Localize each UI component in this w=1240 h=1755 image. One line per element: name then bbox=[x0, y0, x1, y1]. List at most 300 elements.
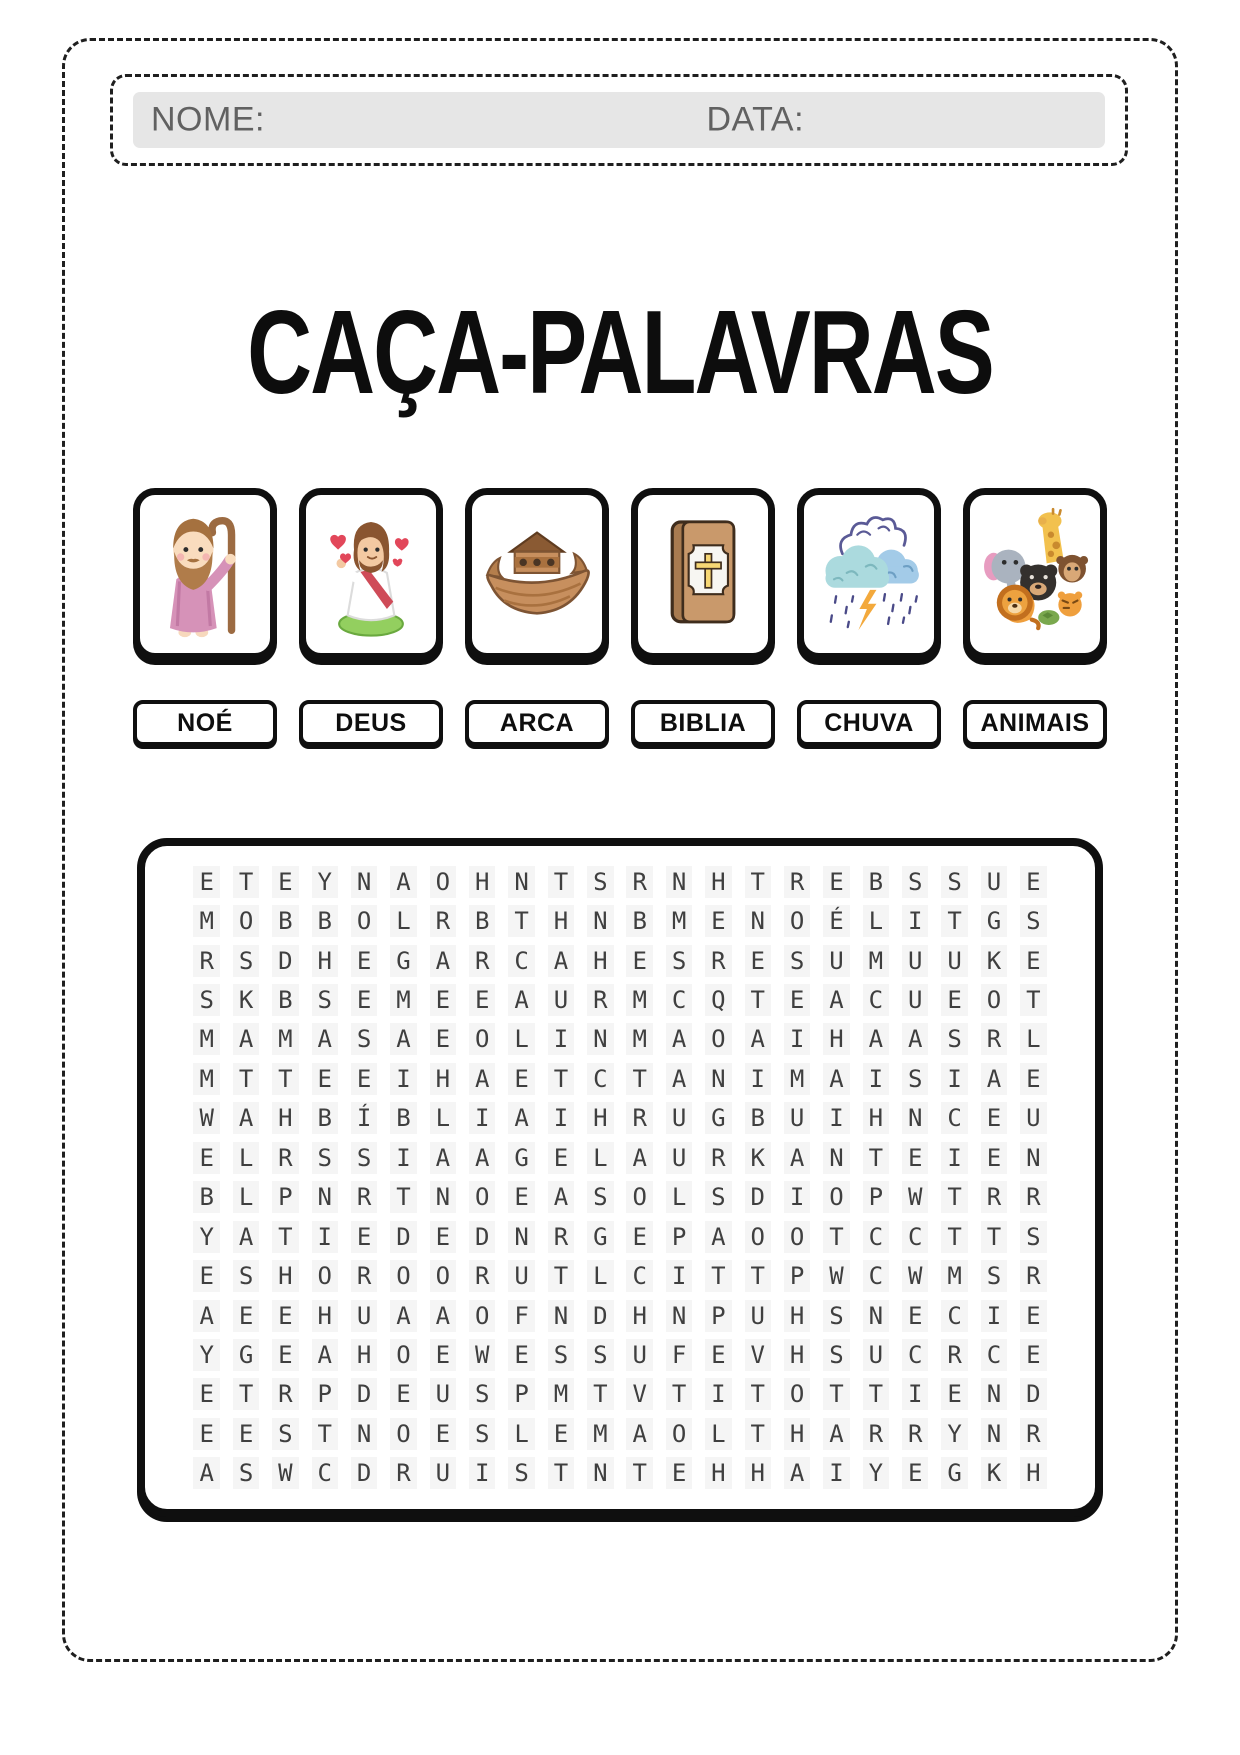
grid-cell-r1c10: T bbox=[541, 862, 580, 901]
grid-cell-r9c15: D bbox=[738, 1178, 777, 1217]
grid-cell-r10c18: C bbox=[856, 1217, 895, 1256]
grid-cell-r7c2: A bbox=[226, 1099, 265, 1138]
grid-cell-r5c11: N bbox=[581, 1020, 620, 1059]
grid-cell-r15c21: N bbox=[974, 1414, 1013, 1453]
grid-cell-r2c18: L bbox=[856, 901, 895, 940]
grid-cell-r4c18: C bbox=[856, 980, 895, 1019]
grid-cell-r12c12: H bbox=[620, 1296, 659, 1335]
grid-cell-r5c2: A bbox=[226, 1020, 265, 1059]
grid-cell-r14c14: I bbox=[699, 1375, 738, 1414]
grid-cell-r7c21: E bbox=[974, 1099, 1013, 1138]
grid-cell-r1c20: S bbox=[935, 862, 974, 901]
grid-cell-r16c11: N bbox=[581, 1454, 620, 1493]
grid-cell-r6c19: S bbox=[896, 1059, 935, 1098]
grid-cell-r11c14: T bbox=[699, 1256, 738, 1295]
grid-cell-r15c16: H bbox=[777, 1414, 816, 1453]
grid-cell-r8c13: U bbox=[659, 1138, 698, 1177]
grid-cell-r16c1: A bbox=[187, 1454, 226, 1493]
grid-cell-r8c16: A bbox=[777, 1138, 816, 1177]
grid-cell-r5c5: S bbox=[344, 1020, 383, 1059]
grid-cell-r2c12: B bbox=[620, 901, 659, 940]
grid-cell-r3c3: D bbox=[266, 941, 305, 980]
grid-cell-r6c2: T bbox=[226, 1059, 265, 1098]
grid-cell-r1c21: U bbox=[974, 862, 1013, 901]
grid-cell-r11c6: O bbox=[384, 1256, 423, 1295]
grid-cell-r3c4: H bbox=[305, 941, 344, 980]
grid-cell-r11c8: R bbox=[463, 1256, 502, 1295]
grid-cell-r10c11: G bbox=[581, 1217, 620, 1256]
grid-cell-r8c8: A bbox=[463, 1138, 502, 1177]
grid-cell-r6c12: T bbox=[620, 1059, 659, 1098]
grid-cell-r10c12: E bbox=[620, 1217, 659, 1256]
grid-cell-r13c1: Y bbox=[187, 1335, 226, 1374]
grid-cell-r2c6: L bbox=[384, 901, 423, 940]
grid-cell-r12c14: P bbox=[699, 1296, 738, 1335]
grid-cell-r15c3: S bbox=[266, 1414, 305, 1453]
grid-cell-r12c9: F bbox=[502, 1296, 541, 1335]
grid-cell-r3c9: C bbox=[502, 941, 541, 980]
grid-cell-r7c5: Í bbox=[344, 1099, 383, 1138]
grid-cell-r16c18: Y bbox=[856, 1454, 895, 1493]
grid-cell-r7c16: U bbox=[777, 1099, 816, 1138]
grid-cell-r10c15: O bbox=[738, 1217, 777, 1256]
card-biblia bbox=[631, 488, 775, 660]
grid-cell-r12c20: C bbox=[935, 1296, 974, 1335]
grid-cell-r4c17: A bbox=[817, 980, 856, 1019]
card-arca bbox=[465, 488, 609, 660]
grid-cell-r4c21: O bbox=[974, 980, 1013, 1019]
grid-cell-r2c2: O bbox=[226, 901, 265, 940]
grid-cell-r9c4: N bbox=[305, 1178, 344, 1217]
grid-cell-r6c3: T bbox=[266, 1059, 305, 1098]
grid-cell-r1c17: E bbox=[817, 862, 856, 901]
bible-icon bbox=[644, 505, 762, 643]
grid-cell-r6c22: E bbox=[1014, 1059, 1053, 1098]
card-chuva bbox=[797, 488, 941, 660]
word-label-noe: NOÉ bbox=[133, 700, 277, 746]
grid-cell-r2c17: É bbox=[817, 901, 856, 940]
grid-cell-r16c20: G bbox=[935, 1454, 974, 1493]
grid-cell-r15c19: R bbox=[896, 1414, 935, 1453]
grid-cell-r3c22: E bbox=[1014, 941, 1053, 980]
grid-cell-r11c5: R bbox=[344, 1256, 383, 1295]
grid-cell-r1c18: B bbox=[856, 862, 895, 901]
ark-icon bbox=[478, 505, 596, 643]
grid-cell-r3c15: E bbox=[738, 941, 777, 980]
grid-cell-r1c16: R bbox=[777, 862, 816, 901]
grid-cell-r4c10: U bbox=[541, 980, 580, 1019]
grid-cell-r16c7: U bbox=[423, 1454, 462, 1493]
grid-cell-r14c5: D bbox=[344, 1375, 383, 1414]
grid-cell-r8c19: E bbox=[896, 1138, 935, 1177]
grid-cell-r16c2: S bbox=[226, 1454, 265, 1493]
grid-cell-r3c2: S bbox=[226, 941, 265, 980]
grid-cell-r1c3: E bbox=[266, 862, 305, 901]
grid-cell-r6c21: A bbox=[974, 1059, 1013, 1098]
grid-cell-r11c9: U bbox=[502, 1256, 541, 1295]
grid-cell-r16c19: E bbox=[896, 1454, 935, 1493]
picture-cards-row bbox=[0, 488, 1240, 660]
grid-cell-r14c9: P bbox=[502, 1375, 541, 1414]
grid-cell-r1c14: H bbox=[699, 862, 738, 901]
grid-cell-r2c7: R bbox=[423, 901, 462, 940]
grid-cell-r11c4: O bbox=[305, 1256, 344, 1295]
grid-cell-r11c1: E bbox=[187, 1256, 226, 1295]
word-label-arca: ARCA bbox=[465, 700, 609, 746]
grid-cell-r15c20: Y bbox=[935, 1414, 974, 1453]
grid-cell-r2c19: I bbox=[896, 901, 935, 940]
grid-cell-r15c8: S bbox=[463, 1414, 502, 1453]
grid-cell-r3c17: U bbox=[817, 941, 856, 980]
grid-cell-r16c4: C bbox=[305, 1454, 344, 1493]
grid-cell-r4c5: E bbox=[344, 980, 383, 1019]
grid-cell-r10c14: A bbox=[699, 1217, 738, 1256]
grid-cell-r10c19: C bbox=[896, 1217, 935, 1256]
word-search-box bbox=[137, 838, 1103, 1517]
grid-cell-r11c7: O bbox=[423, 1256, 462, 1295]
grid-cell-r2c15: N bbox=[738, 901, 777, 940]
grid-cell-r4c20: E bbox=[935, 980, 974, 1019]
grid-cell-r6c17: A bbox=[817, 1059, 856, 1098]
grid-cell-r6c7: H bbox=[423, 1059, 462, 1098]
rain-cloud-icon bbox=[810, 505, 928, 643]
grid-cell-r12c13: N bbox=[659, 1296, 698, 1335]
grid-cell-r11c20: M bbox=[935, 1256, 974, 1295]
grid-cell-r1c5: N bbox=[344, 862, 383, 901]
grid-cell-r10c6: D bbox=[384, 1217, 423, 1256]
grid-cell-r7c3: H bbox=[266, 1099, 305, 1138]
grid-cell-r15c13: O bbox=[659, 1414, 698, 1453]
grid-cell-r12c1: A bbox=[187, 1296, 226, 1335]
grid-cell-r16c15: H bbox=[738, 1454, 777, 1493]
grid-cell-r16c14: H bbox=[699, 1454, 738, 1493]
grid-cell-r8c18: T bbox=[856, 1138, 895, 1177]
grid-cell-r9c20: T bbox=[935, 1178, 974, 1217]
grid-cell-r8c14: R bbox=[699, 1138, 738, 1177]
grid-cell-r16c13: E bbox=[659, 1454, 698, 1493]
grid-cell-r7c4: B bbox=[305, 1099, 344, 1138]
grid-cell-r13c21: C bbox=[974, 1335, 1013, 1374]
grid-cell-r7c6: B bbox=[384, 1099, 423, 1138]
grid-cell-r13c5: H bbox=[344, 1335, 383, 1374]
grid-cell-r12c21: I bbox=[974, 1296, 1013, 1335]
grid-cell-r13c13: F bbox=[659, 1335, 698, 1374]
grid-cell-r7c11: H bbox=[581, 1099, 620, 1138]
grid-cell-r8c6: I bbox=[384, 1138, 423, 1177]
grid-cell-r9c8: O bbox=[463, 1178, 502, 1217]
grid-cell-r14c20: E bbox=[935, 1375, 974, 1414]
grid-cell-r9c3: P bbox=[266, 1178, 305, 1217]
grid-cell-r6c13: A bbox=[659, 1059, 698, 1098]
grid-cell-r9c22: R bbox=[1014, 1178, 1053, 1217]
grid-cell-r5c9: L bbox=[502, 1020, 541, 1059]
grid-cell-r14c17: T bbox=[817, 1375, 856, 1414]
grid-cell-r7c8: I bbox=[463, 1099, 502, 1138]
grid-cell-r5c6: A bbox=[384, 1020, 423, 1059]
grid-cell-r4c9: A bbox=[502, 980, 541, 1019]
grid-cell-r13c2: G bbox=[226, 1335, 265, 1374]
grid-cell-r7c1: W bbox=[187, 1099, 226, 1138]
grid-cell-r15c6: O bbox=[384, 1414, 423, 1453]
grid-cell-r6c14: N bbox=[699, 1059, 738, 1098]
grid-cell-r2c1: M bbox=[187, 901, 226, 940]
grid-cell-r8c11: L bbox=[581, 1138, 620, 1177]
grid-cell-r5c21: R bbox=[974, 1020, 1013, 1059]
grid-cell-r2c4: B bbox=[305, 901, 344, 940]
grid-cell-r9c1: B bbox=[187, 1178, 226, 1217]
grid-cell-r15c4: T bbox=[305, 1414, 344, 1453]
grid-cell-r13c17: S bbox=[817, 1335, 856, 1374]
grid-cell-r2c21: G bbox=[974, 901, 1013, 940]
grid-cell-r1c22: E bbox=[1014, 862, 1053, 901]
grid-cell-r3c11: H bbox=[581, 941, 620, 980]
grid-cell-r13c18: U bbox=[856, 1335, 895, 1374]
grid-cell-r9c5: R bbox=[344, 1178, 383, 1217]
grid-cell-r3c20: U bbox=[935, 941, 974, 980]
word-label-biblia: BIBLIA bbox=[631, 700, 775, 746]
grid-cell-r16c21: K bbox=[974, 1454, 1013, 1493]
grid-cell-r3c16: S bbox=[777, 941, 816, 980]
grid-cell-r11c11: L bbox=[581, 1256, 620, 1295]
grid-cell-r5c4: A bbox=[305, 1020, 344, 1059]
grid-cell-r12c15: U bbox=[738, 1296, 777, 1335]
grid-cell-r8c5: S bbox=[344, 1138, 383, 1177]
grid-cell-r10c3: T bbox=[266, 1217, 305, 1256]
grid-cell-r9c16: I bbox=[777, 1178, 816, 1217]
grid-cell-r8c17: N bbox=[817, 1138, 856, 1177]
grid-cell-r3c18: M bbox=[856, 941, 895, 980]
grid-cell-r9c2: L bbox=[226, 1178, 265, 1217]
grid-cell-r5c22: L bbox=[1014, 1020, 1053, 1059]
word-label-animais: ANIMAIS bbox=[963, 700, 1107, 746]
grid-cell-r10c21: T bbox=[974, 1217, 1013, 1256]
grid-cell-r3c10: A bbox=[541, 941, 580, 980]
grid-cell-r6c5: E bbox=[344, 1059, 383, 1098]
grid-cell-r14c12: V bbox=[620, 1375, 659, 1414]
grid-cell-r15c1: E bbox=[187, 1414, 226, 1453]
grid-cell-r5c12: M bbox=[620, 1020, 659, 1059]
grid-cell-r13c3: E bbox=[266, 1335, 305, 1374]
grid-cell-r7c7: L bbox=[423, 1099, 462, 1138]
grid-cell-r15c17: A bbox=[817, 1414, 856, 1453]
grid-cell-r5c1: M bbox=[187, 1020, 226, 1059]
word-search-grid bbox=[187, 862, 1053, 1493]
animals-icon bbox=[976, 505, 1094, 643]
grid-cell-r14c16: O bbox=[777, 1375, 816, 1414]
grid-cell-r3c19: U bbox=[896, 941, 935, 980]
grid-cell-r16c16: A bbox=[777, 1454, 816, 1493]
grid-cell-r10c8: D bbox=[463, 1217, 502, 1256]
grid-cell-r5c3: M bbox=[266, 1020, 305, 1059]
grid-cell-r4c11: R bbox=[581, 980, 620, 1019]
grid-cell-r4c14: Q bbox=[699, 980, 738, 1019]
grid-cell-r13c20: R bbox=[935, 1335, 974, 1374]
grid-cell-r9c14: S bbox=[699, 1178, 738, 1217]
grid-cell-r14c1: E bbox=[187, 1375, 226, 1414]
grid-cell-r15c9: L bbox=[502, 1414, 541, 1453]
grid-cell-r12c16: H bbox=[777, 1296, 816, 1335]
grid-cell-r10c22: S bbox=[1014, 1217, 1053, 1256]
grid-cell-r12c5: U bbox=[344, 1296, 383, 1335]
grid-cell-r7c9: A bbox=[502, 1099, 541, 1138]
grid-cell-r2c10: H bbox=[541, 901, 580, 940]
grid-cell-r11c10: T bbox=[541, 1256, 580, 1295]
grid-cell-r1c2: T bbox=[226, 862, 265, 901]
grid-cell-r15c15: T bbox=[738, 1414, 777, 1453]
grid-cell-r5c15: A bbox=[738, 1020, 777, 1059]
grid-cell-r15c5: N bbox=[344, 1414, 383, 1453]
grid-cell-r9c6: T bbox=[384, 1178, 423, 1217]
grid-cell-r10c7: E bbox=[423, 1217, 462, 1256]
grid-cell-r13c11: S bbox=[581, 1335, 620, 1374]
grid-cell-r15c7: E bbox=[423, 1414, 462, 1453]
grid-cell-r13c19: C bbox=[896, 1335, 935, 1374]
grid-cell-r15c2: E bbox=[226, 1414, 265, 1453]
grid-cell-r12c10: N bbox=[541, 1296, 580, 1335]
grid-cell-r11c17: W bbox=[817, 1256, 856, 1295]
grid-cell-r8c2: L bbox=[226, 1138, 265, 1177]
grid-cell-r3c21: K bbox=[974, 941, 1013, 980]
grid-cell-r9c13: L bbox=[659, 1178, 698, 1217]
grid-cell-r7c12: R bbox=[620, 1099, 659, 1138]
grid-cell-r11c21: S bbox=[974, 1256, 1013, 1295]
grid-cell-r2c9: T bbox=[502, 901, 541, 940]
grid-cell-r5c18: A bbox=[856, 1020, 895, 1059]
grid-cell-r12c19: E bbox=[896, 1296, 935, 1335]
grid-cell-r2c22: S bbox=[1014, 901, 1053, 940]
name-label: NOME: bbox=[151, 100, 265, 139]
grid-cell-r6c15: I bbox=[738, 1059, 777, 1098]
grid-cell-r4c8: E bbox=[463, 980, 502, 1019]
grid-cell-r2c11: N bbox=[581, 901, 620, 940]
grid-cell-r2c14: E bbox=[699, 901, 738, 940]
date-label: DATA: bbox=[706, 100, 805, 139]
grid-cell-r7c15: B bbox=[738, 1099, 777, 1138]
grid-cell-r9c10: A bbox=[541, 1178, 580, 1217]
grid-cell-r13c6: O bbox=[384, 1335, 423, 1374]
grid-cell-r12c11: D bbox=[581, 1296, 620, 1335]
grid-cell-r14c15: T bbox=[738, 1375, 777, 1414]
grid-cell-r1c9: N bbox=[502, 862, 541, 901]
grid-cell-r13c10: S bbox=[541, 1335, 580, 1374]
grid-cell-r9c9: E bbox=[502, 1178, 541, 1217]
card-animais bbox=[963, 488, 1107, 660]
grid-cell-r12c2: E bbox=[226, 1296, 265, 1335]
grid-cell-r8c15: K bbox=[738, 1138, 777, 1177]
grid-cell-r2c5: O bbox=[344, 901, 383, 940]
grid-cell-r10c5: E bbox=[344, 1217, 383, 1256]
grid-cell-r2c16: O bbox=[777, 901, 816, 940]
grid-cell-r1c15: T bbox=[738, 862, 777, 901]
grid-cell-r16c5: D bbox=[344, 1454, 383, 1493]
grid-cell-r11c19: W bbox=[896, 1256, 935, 1295]
grid-cell-r5c8: O bbox=[463, 1020, 502, 1059]
grid-cell-r7c19: N bbox=[896, 1099, 935, 1138]
page-title: CAÇA-PALAVRAS bbox=[247, 287, 993, 420]
grid-cell-r11c22: R bbox=[1014, 1256, 1053, 1295]
grid-cell-r6c16: M bbox=[777, 1059, 816, 1098]
name-date-fill-bar bbox=[133, 92, 1105, 148]
grid-cell-r14c10: M bbox=[541, 1375, 580, 1414]
grid-cell-r8c9: G bbox=[502, 1138, 541, 1177]
grid-cell-r8c12: A bbox=[620, 1138, 659, 1177]
grid-cell-r12c18: N bbox=[856, 1296, 895, 1335]
card-deus bbox=[299, 488, 443, 660]
grid-cell-r7c13: U bbox=[659, 1099, 698, 1138]
grid-cell-r15c12: A bbox=[620, 1414, 659, 1453]
grid-cell-r8c4: S bbox=[305, 1138, 344, 1177]
grid-cell-r11c12: C bbox=[620, 1256, 659, 1295]
grid-cell-r14c22: D bbox=[1014, 1375, 1053, 1414]
date-fill-area[interactable] bbox=[794, 92, 1105, 148]
grid-cell-r9c7: N bbox=[423, 1178, 462, 1217]
grid-cell-r7c18: H bbox=[856, 1099, 895, 1138]
grid-cell-r4c22: T bbox=[1014, 980, 1053, 1019]
grid-cell-r2c8: B bbox=[463, 901, 502, 940]
grid-cell-r8c1: E bbox=[187, 1138, 226, 1177]
grid-cell-r9c11: S bbox=[581, 1178, 620, 1217]
grid-cell-r1c6: A bbox=[384, 862, 423, 901]
grid-cell-r16c12: T bbox=[620, 1454, 659, 1493]
grid-cell-r1c7: O bbox=[423, 862, 462, 901]
grid-cell-r14c19: I bbox=[896, 1375, 935, 1414]
grid-cell-r4c4: S bbox=[305, 980, 344, 1019]
grid-cell-r9c17: O bbox=[817, 1178, 856, 1217]
grid-cell-r6c4: E bbox=[305, 1059, 344, 1098]
grid-cell-r15c11: M bbox=[581, 1414, 620, 1453]
grid-cell-r10c16: O bbox=[777, 1217, 816, 1256]
grid-cell-r4c2: K bbox=[226, 980, 265, 1019]
grid-cell-r16c8: I bbox=[463, 1454, 502, 1493]
word-label-chuva: CHUVA bbox=[797, 700, 941, 746]
grid-cell-r3c8: R bbox=[463, 941, 502, 980]
grid-cell-r13c8: W bbox=[463, 1335, 502, 1374]
grid-cell-r13c7: E bbox=[423, 1335, 462, 1374]
grid-cell-r8c3: R bbox=[266, 1138, 305, 1177]
grid-cell-r12c17: S bbox=[817, 1296, 856, 1335]
grid-cell-r4c16: E bbox=[777, 980, 816, 1019]
grid-cell-r12c22: E bbox=[1014, 1296, 1053, 1335]
grid-cell-r4c13: C bbox=[659, 980, 698, 1019]
grid-cell-r10c10: R bbox=[541, 1217, 580, 1256]
grid-cell-r13c15: V bbox=[738, 1335, 777, 1374]
grid-cell-r14c8: S bbox=[463, 1375, 502, 1414]
grid-cell-r3c7: A bbox=[423, 941, 462, 980]
grid-cell-r1c12: R bbox=[620, 862, 659, 901]
grid-cell-r11c16: P bbox=[777, 1256, 816, 1295]
grid-cell-r2c20: T bbox=[935, 901, 974, 940]
grid-cell-r2c3: B bbox=[266, 901, 305, 940]
grid-cell-r13c14: E bbox=[699, 1335, 738, 1374]
word-list-row bbox=[0, 700, 1240, 746]
grid-cell-r10c1: Y bbox=[187, 1217, 226, 1256]
grid-cell-r1c4: Y bbox=[305, 862, 344, 901]
grid-cell-r4c3: B bbox=[266, 980, 305, 1019]
grid-cell-r4c6: M bbox=[384, 980, 423, 1019]
grid-cell-r3c1: R bbox=[187, 941, 226, 980]
grid-cell-r8c10: E bbox=[541, 1138, 580, 1177]
grid-cell-r1c1: E bbox=[187, 862, 226, 901]
grid-cell-r5c20: S bbox=[935, 1020, 974, 1059]
name-fill-area[interactable] bbox=[263, 92, 803, 148]
grid-cell-r12c4: H bbox=[305, 1296, 344, 1335]
grid-cell-r13c22: E bbox=[1014, 1335, 1053, 1374]
grid-cell-r6c18: I bbox=[856, 1059, 895, 1098]
grid-cell-r12c6: A bbox=[384, 1296, 423, 1335]
grid-cell-r3c14: R bbox=[699, 941, 738, 980]
grid-cell-r1c11: S bbox=[581, 862, 620, 901]
grid-cell-r11c18: C bbox=[856, 1256, 895, 1295]
